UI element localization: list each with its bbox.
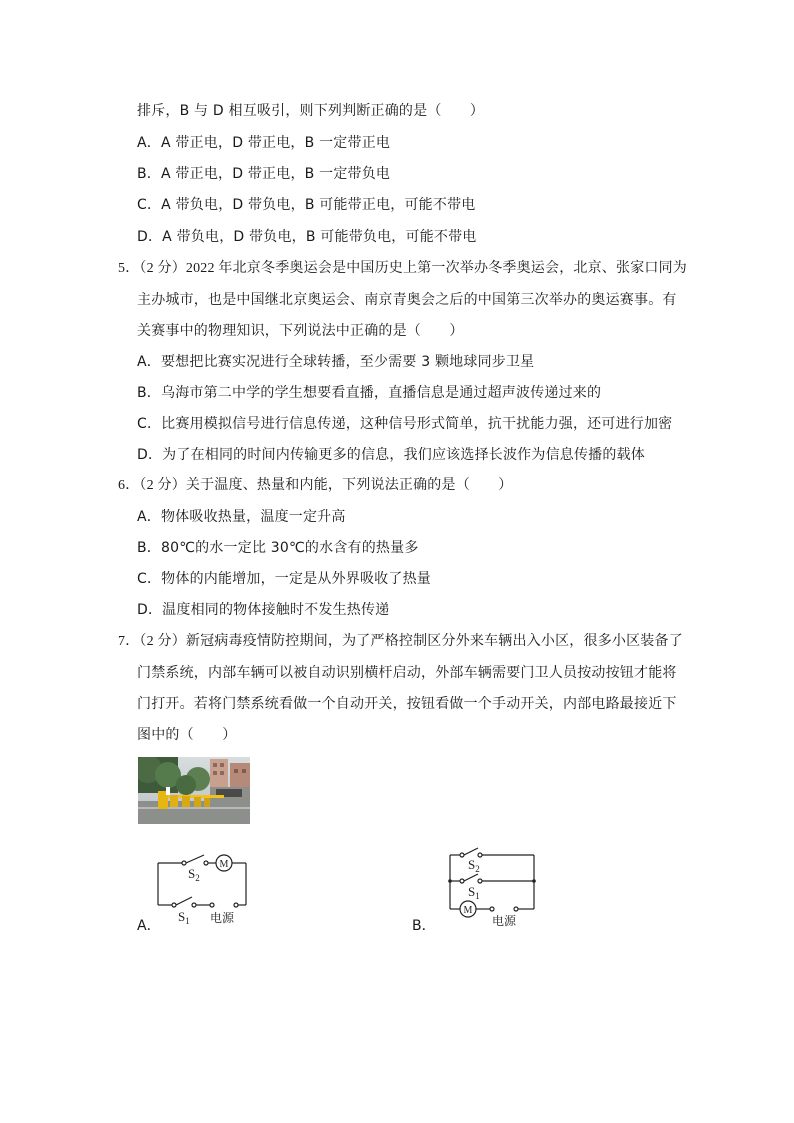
q7-stem-line-3: 门打开。若将门禁系统看做一个自动开关，按钮看做一个手动开关，内部电路最接近下 xyxy=(137,696,677,712)
q6-option-a: A．物体吸收热量，温度一定升高 xyxy=(137,509,346,525)
q5-option-d: D．为了在相同的时间内传输更多的信息，我们应该选择长波作为信息传播的载体 xyxy=(137,447,645,463)
motor-label-a: M xyxy=(219,859,229,870)
q5-stem-line-1: 5．（2 分）2022 年北京冬季奥运会是中国历史上第一次举办冬季奥运会，北京、张家口同为 xyxy=(118,261,687,276)
switch-s2-sub-b: 2 xyxy=(475,864,480,874)
q5-option-a: A．要想把比赛实况进行全球转播，至少需要 3 颗地球同步卫星 xyxy=(137,354,535,370)
q5-option-b: B．乌海市第二中学的学生想要看直播，直播信息是通过超声波传递过来的 xyxy=(137,385,602,401)
q7-stem-line-1: 7．（2 分）新冠病毒疫情防控期间，为了严格控制区分外来车辆出入小区，很多小区装备了 xyxy=(118,634,683,649)
circuit-diagram-a xyxy=(150,845,260,925)
gate-barrier-photo xyxy=(138,757,250,824)
circuit-diagram-b xyxy=(440,845,550,930)
q4-stem-tail: 排斥，B 与 D 相互吸引，则下列判断正确的是（ ） xyxy=(137,103,485,119)
q7-figure-label-a: A． xyxy=(137,918,161,934)
q6-option-c: C．物体的内能增加，一定是从外界吸收了热量 xyxy=(137,571,431,587)
switch-s1-sub-b: 1 xyxy=(475,891,480,901)
switch-s1-label-b: S xyxy=(468,884,476,899)
q7-figure-label-b: B． xyxy=(412,918,436,934)
q6-option-d: D．温度相同的物体接触时不发生热传递 xyxy=(137,602,390,618)
q6-option-b: B．80℃的水一定比 30℃的水含有的热量多 xyxy=(137,540,419,556)
power-source-label-a: 电源 xyxy=(210,911,235,925)
q4-option-b: B．A 带正电，D 带正电，B 一定带负电 xyxy=(137,166,391,182)
svg-text:S1 xyxy=(178,909,190,925)
q4-option-c: C．A 带负电，D 带负电，B 可能带正电，可能不带电 xyxy=(137,197,476,213)
q4-option-a: A．A 带正电，D 带正电，B 一定带正电 xyxy=(137,135,391,151)
switch-s1-sub-a: 1 xyxy=(185,916,190,925)
q5-stem-line-3: 关赛事中的物理知识，下列说法中正确的是（ ） xyxy=(137,323,464,339)
q7-stem-line-4: 图中的（ ） xyxy=(137,727,237,743)
q6-stem: 6．（2 分）关于温度、热量和内能，下列说法正确的是（ ） xyxy=(118,478,513,493)
switch-s2-label-a: S xyxy=(188,866,196,881)
svg-text:S2 xyxy=(188,866,200,883)
switch-s2-sub-a: 2 xyxy=(195,873,200,883)
svg-text:S2 xyxy=(468,857,480,874)
switch-s1-label-a: S xyxy=(178,909,186,924)
q7-stem-line-2: 门禁系统，内部车辆可以被自动识别横杆启动，外部车辆需要门卫人员按动按钮才能将 xyxy=(137,665,677,681)
q5-stem-line-2: 主办城市，也是中国继北京奥运会、南京青奥会之后的中国第三次举办的奥运赛事。有 xyxy=(137,292,677,308)
svg-text:S1 xyxy=(468,884,480,901)
switch-s2-label-b: S xyxy=(468,857,476,872)
motor-label-b: M xyxy=(463,905,473,916)
power-source-label-b: 电源 xyxy=(492,914,517,928)
q5-option-c: C．比赛用模拟信号进行信息传递，这种信号形式简单，抗干扰能力强，还可进行加密 xyxy=(137,416,673,432)
q4-option-d: D．A 带负电，D 带负电，B 可能带负电，可能不带电 xyxy=(137,229,477,245)
